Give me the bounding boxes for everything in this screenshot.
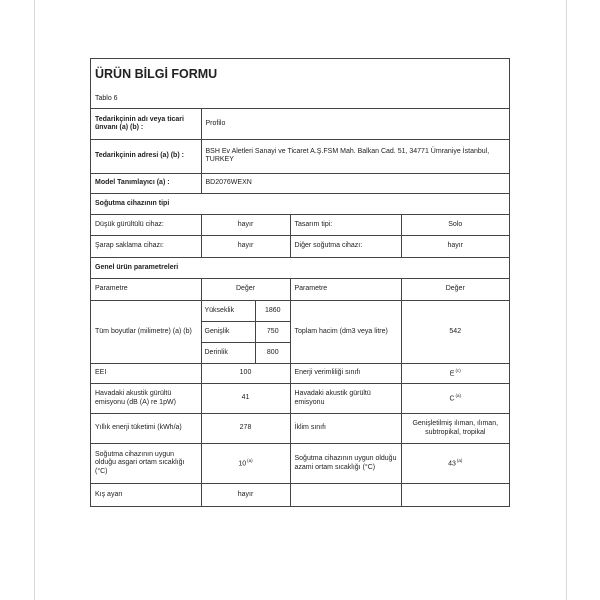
low-noise-label: Düşük gürültülü cihaz: bbox=[91, 215, 201, 236]
table-row bbox=[91, 364, 509, 384]
table-row bbox=[91, 279, 509, 301]
design-type-value: Solo bbox=[401, 215, 509, 236]
noise-class-value: C bbox=[449, 395, 455, 403]
noise-value: 41 bbox=[201, 384, 290, 414]
width-label: Genişlik bbox=[202, 322, 256, 343]
total-volume-label: Toplam hacim (dm3 veya litre) bbox=[290, 301, 401, 364]
design-type-label: Tasarım tipi: bbox=[290, 215, 401, 236]
winter-setting-label: Kış ayarı bbox=[91, 484, 201, 506]
supplier-table bbox=[91, 109, 509, 193]
min-temp-note: (a) bbox=[247, 458, 253, 464]
climate-class-label: İklim sınıfı bbox=[290, 414, 401, 444]
max-temp-value: 43 bbox=[448, 460, 456, 468]
max-temp-note: (a) bbox=[456, 458, 463, 464]
eei-label: EEI bbox=[91, 364, 201, 384]
form-title: ÜRÜN BİLGİ FORMU bbox=[95, 67, 218, 81]
col-header-value: Değer bbox=[401, 279, 509, 301]
table-row bbox=[91, 444, 509, 484]
product-info-sheet bbox=[90, 58, 510, 507]
table-row bbox=[91, 258, 509, 279]
col-header-param: Parametre bbox=[290, 279, 401, 301]
energy-class-label: Enerji verimliliği sınıfı bbox=[290, 364, 401, 384]
supplier-name-label: Tedarikçinin adı veya ticari ünvanı (a) (b) : bbox=[91, 109, 201, 139]
dimensions-cell bbox=[201, 301, 290, 364]
table-row bbox=[91, 194, 509, 215]
table-row bbox=[202, 343, 290, 364]
dimensions-label: Tüm boyutlar (milimetre) (a) (b) bbox=[91, 301, 201, 364]
table-row bbox=[202, 301, 290, 322]
other-cooling-label: Diğer soğutma cihazı: bbox=[290, 236, 401, 258]
section-title-params: Genel ürün parametreleri bbox=[91, 258, 509, 279]
height-label: Yükseklik bbox=[202, 301, 256, 322]
noise-class-note: (a) bbox=[455, 393, 462, 399]
col-header-value: Değer bbox=[201, 279, 290, 301]
table-row bbox=[91, 173, 509, 193]
energy-class-cell bbox=[401, 364, 509, 384]
width-value: 750 bbox=[256, 322, 290, 343]
table-row bbox=[91, 109, 509, 139]
eei-value: 100 bbox=[201, 364, 290, 384]
noise-label: Havadaki akustik gürültü emisyonu (dB (A) re 1pW) bbox=[91, 384, 201, 414]
table-row bbox=[91, 139, 509, 173]
supplier-address-value: BSH Ev Aletleri Sanayi ve Ticaret A.Ş.FSM Mah. Balkan Cad. 51, 34771 Ümraniye İstanbul, TURKEY bbox=[201, 139, 509, 173]
low-noise-value: hayır bbox=[201, 215, 290, 236]
table-row bbox=[91, 484, 509, 506]
col-header-param: Parametre bbox=[91, 279, 201, 301]
supplier-address-label: Tedarikçinin adresi (a) (b) : bbox=[91, 139, 201, 173]
model-value: BD2076WEXN bbox=[201, 173, 509, 193]
table-row bbox=[91, 301, 509, 364]
noise-class-label: Havadaki akustik gürültü emisyonu bbox=[290, 384, 401, 414]
energy-class-note: (c) bbox=[455, 368, 461, 374]
annual-energy-label: Yıllık enerji tüketimi (kWh/a) bbox=[91, 414, 201, 444]
min-temp-value: 10 bbox=[238, 460, 247, 468]
section-title-type: Soğutma cihazının tipi bbox=[91, 194, 509, 215]
wine-storage-value: hayır bbox=[201, 236, 290, 258]
annual-energy-value: 278 bbox=[201, 414, 290, 444]
climate-class-value: Genişletilmiş ılıman, ılıman, subtropikal, tropikal bbox=[401, 414, 509, 444]
depth-label: Derinlik bbox=[202, 343, 256, 364]
right-page-edge bbox=[566, 0, 567, 600]
table-row bbox=[91, 384, 509, 414]
table-row bbox=[91, 215, 509, 236]
energy-class-value: E bbox=[449, 370, 455, 378]
type-table bbox=[91, 193, 509, 506]
total-volume-value: 542 bbox=[401, 301, 509, 364]
max-temp-label: Soğutma cihazının uygun olduğu azami ortam sıcaklığı (°C) bbox=[290, 444, 401, 484]
winter-setting-value: hayır bbox=[201, 484, 290, 506]
noise-class-cell bbox=[401, 384, 509, 414]
table-number: Tablo 6 bbox=[91, 93, 509, 109]
wine-storage-label: Şarap saklama cihazı: bbox=[91, 236, 201, 258]
other-cooling-value: hayır bbox=[401, 236, 509, 258]
depth-value: 800 bbox=[256, 343, 290, 364]
model-label: Model Tanımlayıcı (a) : bbox=[91, 173, 201, 193]
left-page-edge bbox=[34, 0, 35, 600]
empty-cell bbox=[290, 484, 401, 506]
min-temp-label: Soğutma cihazının uygun olduğu asgari ortam sıcaklığı (°C) bbox=[91, 444, 201, 484]
supplier-name-value: Profilo bbox=[201, 109, 509, 139]
dimensions-subtable bbox=[202, 301, 290, 363]
min-temp-cell bbox=[201, 444, 290, 484]
table-row bbox=[91, 236, 509, 258]
height-value: 1860 bbox=[256, 301, 290, 322]
table-row bbox=[202, 322, 290, 343]
empty-cell bbox=[401, 484, 509, 506]
max-temp-cell bbox=[401, 444, 509, 484]
table-row bbox=[91, 414, 509, 444]
